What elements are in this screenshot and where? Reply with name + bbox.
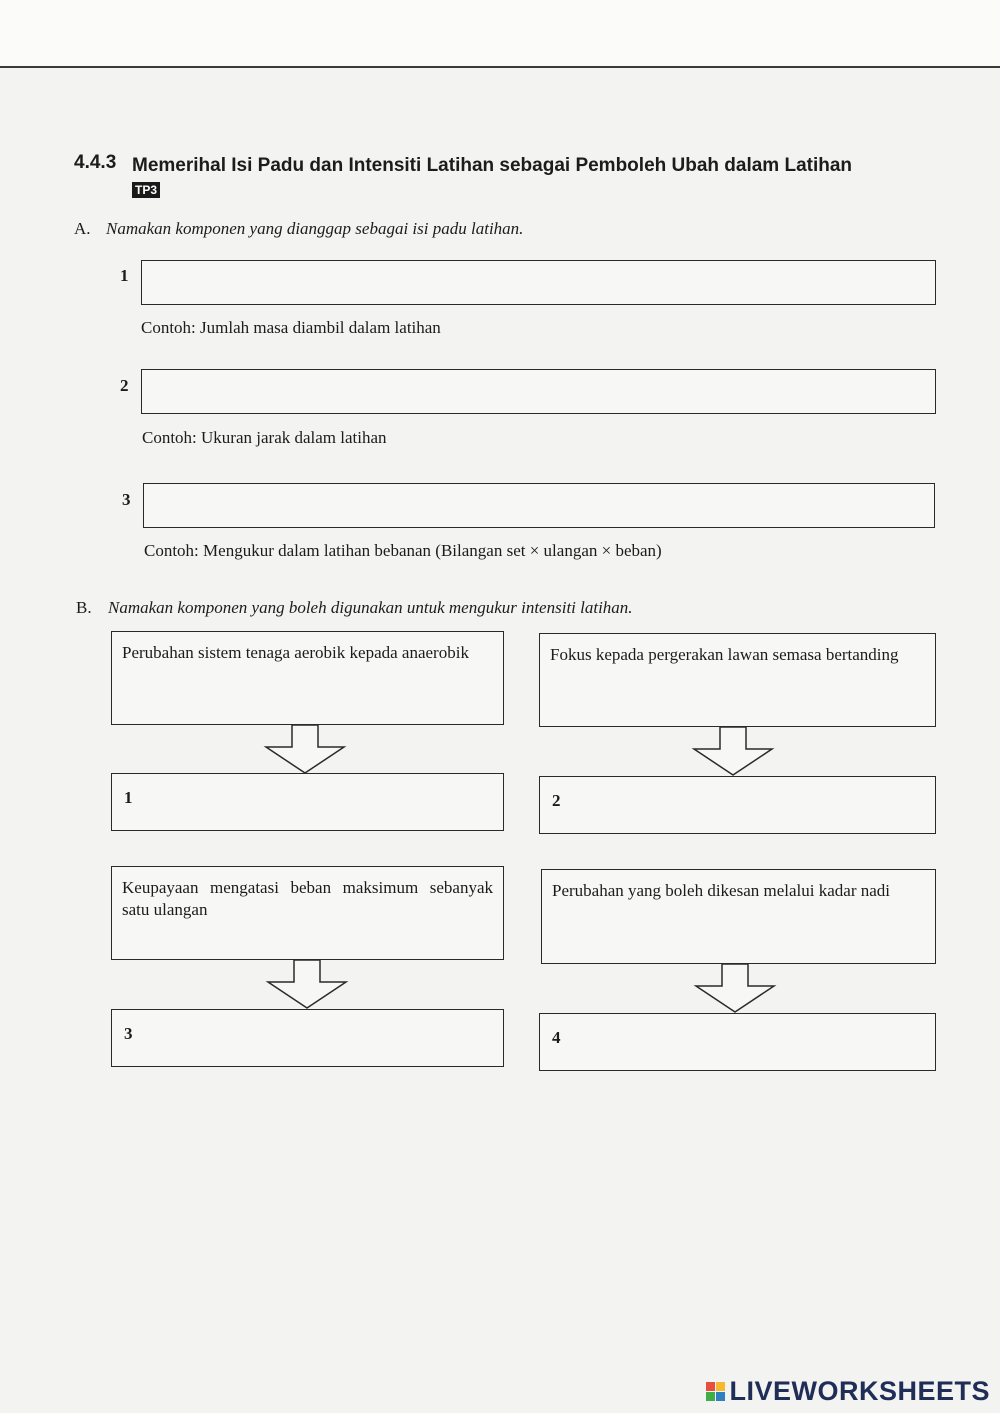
a-answer-box-2 <box>141 369 936 414</box>
b-answer-number-2: 2 <box>552 791 561 810</box>
liveworksheets-logo-icon <box>706 1382 725 1401</box>
watermark-text: LIVEWORKSHEETS <box>729 1376 990 1406</box>
page-top-edge <box>0 0 1000 68</box>
b-answer-number-3: 3 <box>124 1024 133 1043</box>
section-title: Memerihal Isi Padu dan Intensiti Latihan sebagai Pemboleh Ubah dalam Latihan <box>132 155 853 176</box>
question-a <box>74 219 523 239</box>
down-arrow-icon <box>698 727 778 777</box>
liveworksheets-watermark <box>706 1376 990 1407</box>
a-example-2: Contoh: Ukuran jarak dalam latihan <box>142 428 387 447</box>
b-answer-input-3[interactable] <box>146 1010 503 1066</box>
a-item-3-number: 3 <box>122 490 131 509</box>
b-clue-4: Perubahan yang boleh dikesan melalui kadar nadi <box>541 869 936 964</box>
b-answer-box-2 <box>539 776 936 834</box>
a-answer-input-1[interactable] <box>142 261 935 304</box>
a-example-1: Contoh: Jumlah masa diambil dalam latihan <box>141 318 441 337</box>
b-clue-3: Keupayaan mengatasi beban maksimum sebanyak satu ulangan <box>111 866 504 960</box>
tp-badge: TP3 <box>132 182 160 198</box>
question-b-text: Namakan komponen yang boleh digunakan untuk mengukur intensiti latihan. <box>108 598 633 617</box>
a-answer-box-3 <box>143 483 935 528</box>
a-item-2-number: 2 <box>120 376 129 395</box>
a-answer-input-3[interactable] <box>144 484 934 527</box>
a-answer-input-2[interactable] <box>142 370 935 413</box>
b-answer-number-4: 4 <box>552 1028 561 1047</box>
a-answer-box-1 <box>141 260 936 305</box>
question-a-text: Namakan komponen yang dianggap sebagai isi padu latihan. <box>106 219 524 238</box>
b-clue-2: Fokus kepada pergerakan lawan semasa bertanding <box>539 633 936 727</box>
b-answer-number-1: 1 <box>124 788 133 807</box>
down-arrow-icon <box>700 964 780 1014</box>
b-answer-input-2[interactable] <box>574 777 935 833</box>
question-b <box>76 598 633 618</box>
b-answer-input-4[interactable] <box>574 1014 935 1070</box>
down-arrow-icon <box>270 725 350 775</box>
a-item-1-number: 1 <box>120 266 129 285</box>
question-b-letter: B. <box>76 598 92 617</box>
b-answer-input-1[interactable] <box>146 774 503 830</box>
b-clue-1: Perubahan sistem tenaga aerobik kepada anaerobik <box>111 631 504 725</box>
section-number: 4.4.3 <box>74 152 117 173</box>
down-arrow-icon <box>272 960 352 1010</box>
b-answer-box-3 <box>111 1009 504 1067</box>
b-answer-box-1 <box>111 773 504 831</box>
a-example-3: Contoh: Mengukur dalam latihan bebanan (Bilangan set × ulangan × beban) <box>144 541 662 560</box>
b-answer-box-4 <box>539 1013 936 1071</box>
question-a-letter: A. <box>74 219 91 238</box>
